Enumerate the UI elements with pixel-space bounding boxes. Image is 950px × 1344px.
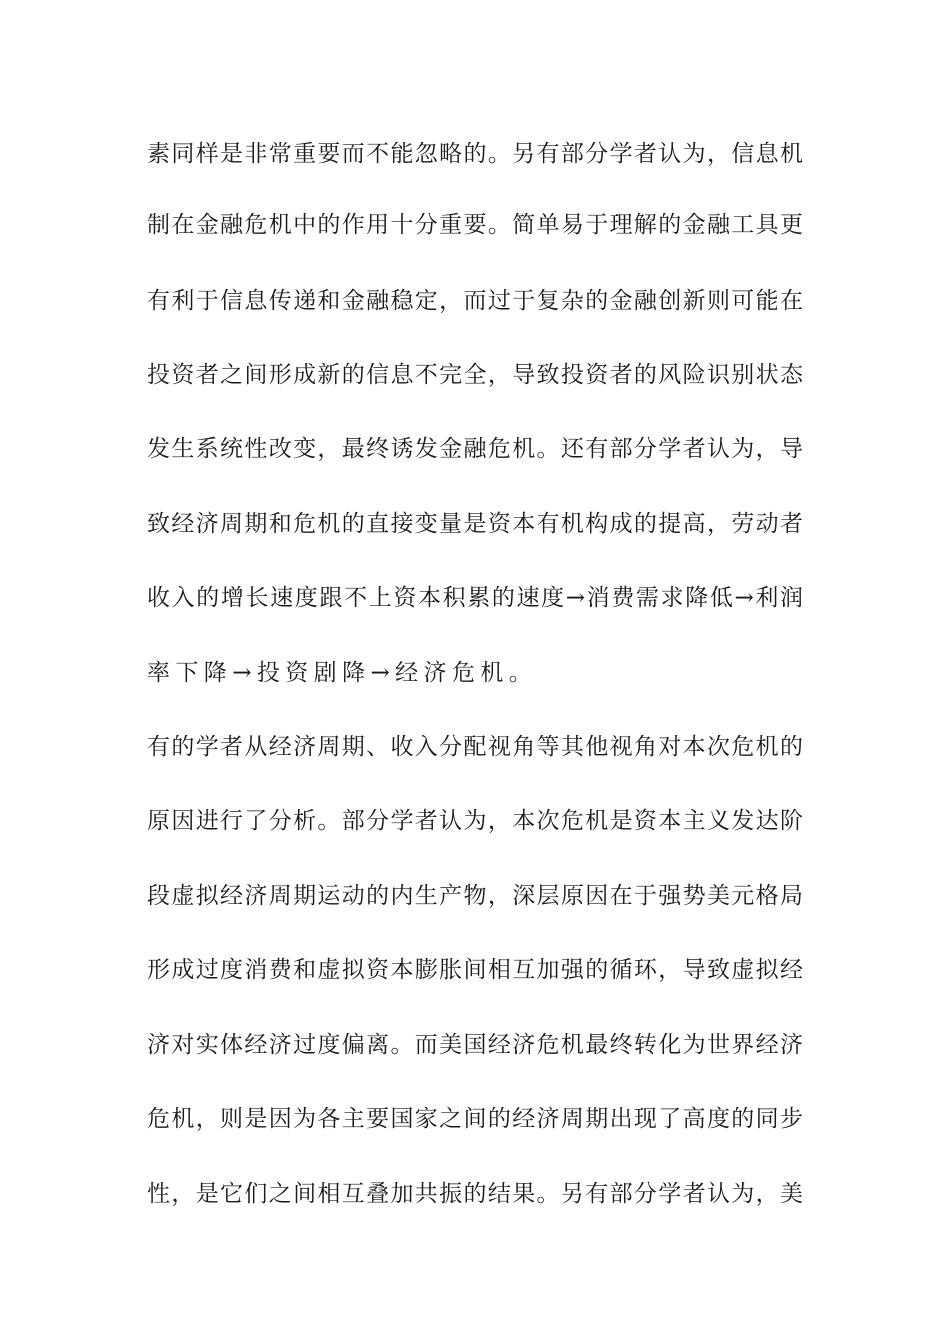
text-line: 原因进行了分析。部分学者认为，本次危机是资本主义发达阶 bbox=[147, 808, 803, 834]
text-line: 危机，则是因为各主要国家之间的经济周期出现了高度的同步 bbox=[147, 1106, 803, 1132]
text-line: 致经济周期和危机的直接变量是资本有机构成的提高，劳动者 bbox=[147, 511, 803, 537]
text-line: 投资者之间形成新的信息不完全，导致投资者的风险识别状态 bbox=[147, 362, 803, 388]
text-line: 有利于信息传递和金融稳定，而过于复杂的金融创新则可能在 bbox=[147, 288, 803, 314]
text-line: 率下降→投资剧降→经济危机。 bbox=[147, 660, 538, 686]
text-line: 有的学者从经济周期、收入分配视角等其他视角对本次危机的 bbox=[147, 734, 803, 760]
text-line: 发生系统性改变，最终诱发金融危机。还有部分学者认为，导 bbox=[147, 436, 803, 462]
text-line: 制在金融危机中的作用十分重要。简单易于理解的金融工具更 bbox=[147, 212, 803, 238]
text-line: 素同样是非常重要而不能忽略的。另有部分学者认为，信息机 bbox=[147, 141, 803, 167]
text-line: 段虚拟经济周期运动的内生产物，深层原因在于强势美元格局 bbox=[147, 883, 803, 909]
text-line: 收入的增长速度跟不上资本积累的速度→消费需求降低→利润 bbox=[147, 585, 803, 611]
text-line: 性，是它们之间相互叠加共振的结果。另有部分学者认为，美 bbox=[147, 1181, 803, 1207]
text-line: 济对实体经济过度偏离。而美国经济危机最终转化为世界经济 bbox=[147, 1032, 803, 1058]
text-line: 形成过度消费和虚拟资本膨胀间相互加强的循环，导致虚拟经 bbox=[147, 957, 803, 983]
